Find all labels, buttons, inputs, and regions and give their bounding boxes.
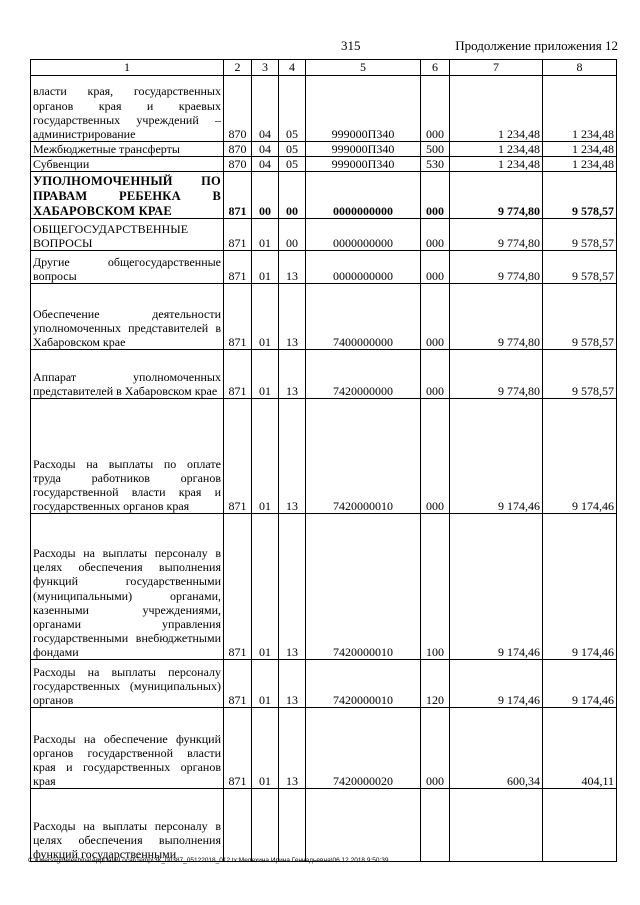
row-name-cell: Аппарат уполномоченных представителей в Хабаровском крае (31, 350, 224, 399)
row-name-cell: Расходы на выплаты персоналу в целях обеспечения выполнения функций государственными (31, 789, 224, 862)
expense-type-cell: 000 (421, 350, 450, 399)
row-name-cell: УПОЛНОМОЧЕННЫЙ ПО ПРАВАМ РЕБЕНКА В ХАБАРОВСКОМ КРАЕ (31, 172, 224, 219)
amount-year1-cell: 9 174,46 (450, 514, 543, 660)
expense-type-cell: 000 (421, 708, 450, 789)
budget-table (30, 59, 617, 862)
expense-type-cell: 530 (421, 157, 450, 172)
section-cell: 01 (252, 399, 279, 514)
expense-type-cell: 000 (421, 172, 450, 219)
subsection-cell: 13 (279, 514, 306, 660)
amount-year2-cell: 1 234,48 (543, 157, 617, 172)
amount-year1-cell: 9 774,80 (450, 350, 543, 399)
section-cell: 01 (252, 514, 279, 660)
subsection-cell: 05 (279, 76, 306, 142)
subsection-cell: 05 (279, 157, 306, 172)
column-header: 3 (252, 60, 279, 76)
subsection-cell: 05 (279, 142, 306, 157)
subsection-cell: 00 (279, 172, 306, 219)
budget-table-body (31, 60, 617, 862)
amount-year2-cell: 9 578,57 (543, 219, 617, 251)
target-article-cell: 7420000010 (306, 399, 421, 514)
table-row (31, 284, 617, 350)
subsection-cell: 13 (279, 251, 306, 284)
amount-year2-cell: 9 578,57 (543, 350, 617, 399)
section-cell: 01 (252, 284, 279, 350)
column-header: 2 (224, 60, 252, 76)
amount-year2-cell (543, 789, 617, 862)
admin-code-cell: 871 (224, 660, 252, 708)
column-number-row (31, 60, 617, 76)
table-row (31, 660, 617, 708)
table-row (31, 789, 617, 862)
column-header: 5 (306, 60, 421, 76)
row-name-cell: ОБЩЕГОСУДАРСТВЕННЫЕ ВОПРОСЫ (31, 219, 224, 251)
amount-year1-cell: 600,34 (450, 708, 543, 789)
admin-code-cell: 871 (224, 399, 252, 514)
admin-code-cell: 870 (224, 157, 252, 172)
admin-code-cell: 870 (224, 76, 252, 142)
expense-type-cell: 500 (421, 142, 450, 157)
amount-year1-cell: 1 234,48 (450, 142, 543, 157)
section-cell: 04 (252, 142, 279, 157)
table-row (31, 157, 617, 172)
amount-year1-cell: 9 774,80 (450, 251, 543, 284)
amount-year1-cell: 9 174,46 (450, 660, 543, 708)
section-cell: 04 (252, 157, 279, 172)
admin-code-cell: 871 (224, 284, 252, 350)
table-row (31, 708, 617, 789)
column-header: 4 (279, 60, 306, 76)
expense-type-cell: 100 (421, 514, 450, 660)
target-article-cell: 7420000010 (306, 660, 421, 708)
section-cell: 01 (252, 350, 279, 399)
row-name-cell: Расходы на выплаты персоналу государственных (муниципальных) органов (31, 660, 224, 708)
table-row (31, 172, 617, 219)
subsection-cell: 00 (279, 219, 306, 251)
amount-year2-cell: 9 174,46 (543, 514, 617, 660)
target-article-cell: 7420000010 (306, 514, 421, 660)
subsection-cell: 13 (279, 350, 306, 399)
subsection-cell: 13 (279, 399, 306, 514)
amount-year1-cell: 9 774,80 (450, 172, 543, 219)
row-name-cell: власти края, государственных органов края и краевых государственных учреждений – администрирование (31, 76, 224, 142)
expense-type-cell: 000 (421, 251, 450, 284)
row-name-cell: Расходы на выплаты персоналу в целях обеспечения выполнения функций государственными (муниципальными) органами, казенными учреждениями, органами управления государственными внебюджетными фондами (31, 514, 224, 660)
table-row (31, 350, 617, 399)
section-cell: 00 (252, 172, 279, 219)
admin-code-cell: 871 (224, 251, 252, 284)
section-cell: 01 (252, 660, 279, 708)
expense-type-cell: 000 (421, 399, 450, 514)
column-header: 1 (31, 60, 224, 76)
section-cell: 01 (252, 708, 279, 789)
column-header: 6 (421, 60, 450, 76)
expense-type-cell: 120 (421, 660, 450, 708)
row-name-cell: Расходы на обеспечение функций органов государственной власти края и государственных органов края (31, 708, 224, 789)
section-cell: 01 (252, 219, 279, 251)
admin-code-cell: 871 (224, 514, 252, 660)
amount-year2-cell: 1 234,48 (543, 142, 617, 157)
target-article-cell: 999000П340 (306, 142, 421, 157)
target-article-cell: 999000П340 (306, 76, 421, 142)
target-article-cell: 7420000020 (306, 708, 421, 789)
section-cell: 04 (252, 76, 279, 142)
row-name-cell: Обеспечение деятельности уполномоченных представителей в Хабаровском крае (31, 284, 224, 350)
subsection-cell: 13 (279, 708, 306, 789)
table-row (31, 399, 617, 514)
amount-year2-cell: 9 578,57 (543, 172, 617, 219)
row-name-cell: Другие общегосударственные вопросы (31, 251, 224, 284)
file-path-footer: C:\Users\igmelekhina\AppData\Local\Temp\ЗК_00387_05122018_012.tx:Мелехина Ирина Геннадьевна\06.12.2018 9:50:39 (28, 857, 389, 864)
table-row (31, 514, 617, 660)
admin-code-cell: 871 (224, 172, 252, 219)
amount-year1-cell: 9 774,80 (450, 284, 543, 350)
table-row (31, 251, 617, 284)
expense-type-cell: 000 (421, 219, 450, 251)
amount-year1-cell: 1 234,48 (450, 76, 543, 142)
subsection-cell: 13 (279, 284, 306, 350)
column-header: 8 (543, 60, 617, 76)
amount-year2-cell: 404,11 (543, 708, 617, 789)
target-article-cell: 999000П340 (306, 157, 421, 172)
appendix-continuation-label: Продолжение приложения 12 (455, 38, 618, 53)
admin-code-cell (224, 789, 252, 862)
row-name-cell: Субвенции (31, 157, 224, 172)
section-cell: 01 (252, 251, 279, 284)
target-article-cell: 0000000000 (306, 172, 421, 219)
expense-type-cell (421, 789, 450, 862)
amount-year2-cell: 9 578,57 (543, 251, 617, 284)
admin-code-cell: 870 (224, 142, 252, 157)
row-name-cell: Расходы на выплаты по оплате труда работников органов государственной власти края и государственных органов края (31, 399, 224, 514)
expense-type-cell: 000 (421, 76, 450, 142)
amount-year2-cell: 9 578,57 (543, 284, 617, 350)
target-article-cell: 0000000000 (306, 251, 421, 284)
admin-code-cell: 871 (224, 350, 252, 399)
column-header: 7 (450, 60, 543, 76)
amount-year1-cell (450, 789, 543, 862)
target-article-cell: 0000000000 (306, 219, 421, 251)
expense-type-cell: 000 (421, 284, 450, 350)
subsection-cell (279, 789, 306, 862)
amount-year2-cell: 9 174,46 (543, 660, 617, 708)
amount-year1-cell: 9 174,46 (450, 399, 543, 514)
amount-year1-cell: 1 234,48 (450, 157, 543, 172)
amount-year1-cell: 9 774,80 (450, 219, 543, 251)
page-header (0, 38, 640, 58)
amount-year2-cell: 9 174,46 (543, 399, 617, 514)
table-row (31, 76, 617, 142)
table-row (31, 142, 617, 157)
admin-code-cell: 871 (224, 219, 252, 251)
subsection-cell: 13 (279, 660, 306, 708)
target-article-cell (306, 789, 421, 862)
target-article-cell: 7400000000 (306, 284, 421, 350)
page-number: 315 (341, 38, 361, 53)
section-cell (252, 789, 279, 862)
row-name-cell: Межбюджетные трансферты (31, 142, 224, 157)
table-row (31, 219, 617, 251)
target-article-cell: 7420000000 (306, 350, 421, 399)
amount-year2-cell: 1 234,48 (543, 76, 617, 142)
admin-code-cell: 871 (224, 708, 252, 789)
